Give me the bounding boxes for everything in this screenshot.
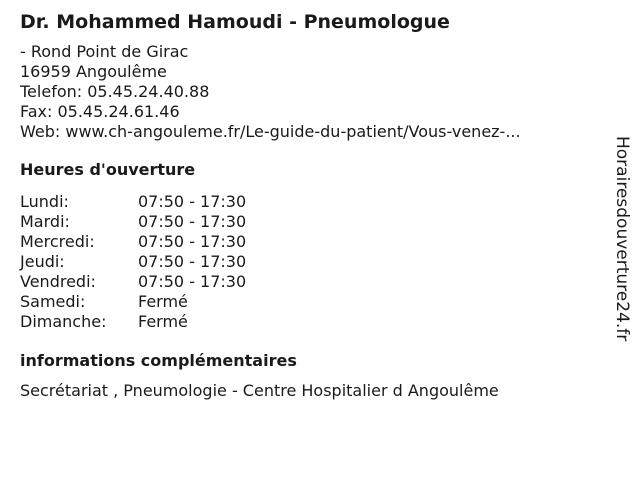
day-label: Vendredi:: [20, 272, 96, 291]
city-address: 16959 Angoulême: [20, 62, 167, 81]
opening-hours-heading: Heures d'ouverture: [20, 160, 196, 179]
day-label: Samedi:: [20, 292, 86, 311]
fax-number: Fax: 05.45.24.61.46: [20, 102, 180, 121]
listing-card: [20, 10, 600, 401]
time-value: 07:50 - 17:30: [138, 272, 247, 291]
hours-row: [20, 232, 246, 252]
page-title: Dr. Mohammed Hamoudi - Pneumologue: [20, 11, 450, 33]
day-label: Dimanche:: [20, 312, 107, 331]
time-value: 07:50 - 17:30: [138, 192, 247, 211]
website-line: Web: www.ch-angouleme.fr/Le-guide-du-patient/Vous-venez-...: [20, 122, 521, 141]
time-value: Fermé: [138, 292, 188, 311]
phone-number: Telefon: 05.45.24.40.88: [20, 82, 210, 101]
day-label: Jeudi:: [20, 252, 65, 271]
address-block: [20, 42, 600, 142]
hours-row: [20, 212, 246, 232]
hours-row: [20, 252, 246, 272]
hours-row: [20, 292, 246, 312]
hours-row: [20, 272, 246, 292]
time-value: 07:50 - 17:30: [138, 252, 247, 271]
day-label: Lundi:: [20, 192, 69, 211]
brand-text: Horairesdouverture24.fr: [612, 136, 632, 342]
day-label: Mercredi:: [20, 232, 95, 251]
day-label: Mardi:: [20, 212, 70, 231]
time-value: 07:50 - 17:30: [138, 212, 247, 231]
time-value: Fermé: [138, 312, 188, 331]
time-value: 07:50 - 17:30: [138, 232, 247, 251]
opening-hours-table: [20, 192, 246, 332]
brand-watermark: [612, 136, 632, 352]
hours-row: [20, 312, 246, 332]
additional-info-heading: informations complémentaires: [20, 351, 297, 370]
additional-info-text: Secrétariat , Pneumologie - Centre Hospitalier d Angoulême: [20, 381, 499, 400]
hours-row: [20, 192, 246, 212]
street-address: - Rond Point de Girac: [20, 42, 189, 61]
